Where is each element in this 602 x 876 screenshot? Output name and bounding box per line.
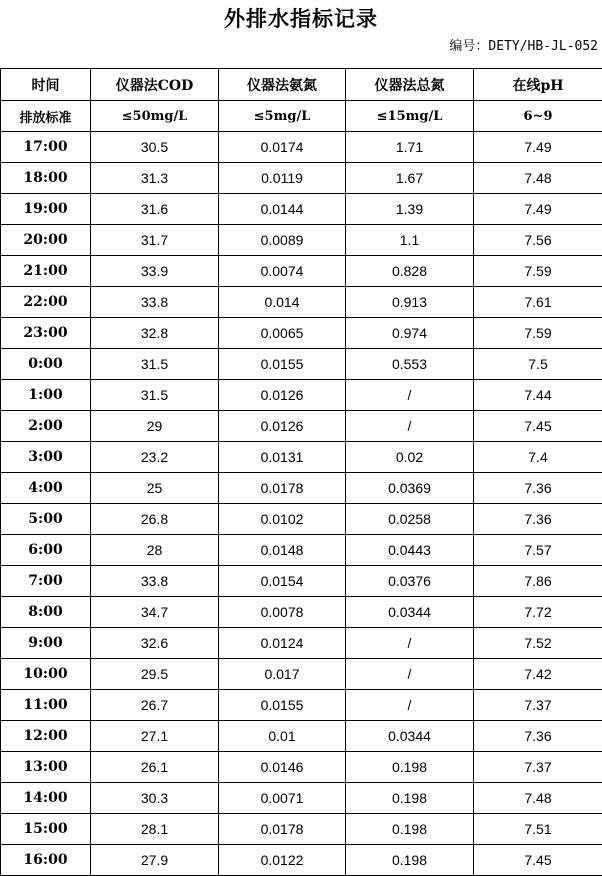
cell-time: 1:00 — [1, 380, 91, 411]
header-ammonia: 仪器法氨氮 — [219, 69, 346, 101]
cell-ammonia: 0.0065 — [219, 318, 346, 349]
cell-time: 15:00 — [1, 814, 91, 845]
cell-ph: 7.48 — [474, 163, 602, 194]
cell-time: 22:00 — [1, 287, 91, 318]
table-row — [1, 814, 602, 845]
cell-cod: 32.6 — [91, 628, 219, 659]
cell-ammonia: 0.0078 — [219, 597, 346, 628]
cell-time: 5:00 — [1, 504, 91, 535]
cell-time: 8:00 — [1, 597, 91, 628]
cell-cod: 33.9 — [91, 256, 219, 287]
table-row — [1, 473, 602, 504]
cell-ph: 7.4 — [474, 442, 602, 473]
cell-total-nitrogen: 0.0344 — [346, 721, 474, 752]
table-row — [1, 194, 602, 225]
header-time: 时间 — [1, 69, 91, 101]
cell-cod: 25 — [91, 473, 219, 504]
cell-time: 2:00 — [1, 411, 91, 442]
table-row — [1, 442, 602, 473]
cell-total-nitrogen: / — [346, 659, 474, 690]
table-row — [1, 597, 602, 628]
table-row — [1, 752, 602, 783]
cell-cod: 23.2 — [91, 442, 219, 473]
cell-ammonia: 0.0146 — [219, 752, 346, 783]
table-row — [1, 225, 602, 256]
header-cod: 仪器法COD — [91, 69, 219, 101]
cell-cod: 27.9 — [91, 845, 219, 876]
cell-total-nitrogen: 0.0376 — [346, 566, 474, 597]
cell-ammonia: 0.0144 — [219, 194, 346, 225]
cell-ammonia: 0.01 — [219, 721, 346, 752]
cell-ammonia: 0.0119 — [219, 163, 346, 194]
cell-cod: 30.3 — [91, 783, 219, 814]
table-row — [1, 659, 602, 690]
cell-ph: 7.49 — [474, 132, 602, 163]
cell-cod: 31.5 — [91, 349, 219, 380]
cell-ph: 7.36 — [474, 721, 602, 752]
table-row — [1, 566, 602, 597]
cell-total-nitrogen: 0.553 — [346, 349, 474, 380]
standard-row — [1, 101, 602, 132]
cell-time: 6:00 — [1, 535, 91, 566]
cell-cod: 33.8 — [91, 287, 219, 318]
cell-time: 10:00 — [1, 659, 91, 690]
cell-ph: 7.5 — [474, 349, 602, 380]
cell-ph: 7.42 — [474, 659, 602, 690]
cell-ph: 7.59 — [474, 256, 602, 287]
cell-total-nitrogen: / — [346, 690, 474, 721]
cell-cod: 31.5 — [91, 380, 219, 411]
cell-ph: 7.56 — [474, 225, 602, 256]
standard-cod: ≤50mg/L — [91, 101, 219, 132]
cell-cod: 30.5 — [91, 132, 219, 163]
cell-cod: 26.7 — [91, 690, 219, 721]
cell-total-nitrogen: 0.913 — [346, 287, 474, 318]
cell-total-nitrogen: 0.0369 — [346, 473, 474, 504]
header-row — [1, 69, 602, 101]
cell-total-nitrogen: 0.198 — [346, 845, 474, 876]
cell-cod: 26.1 — [91, 752, 219, 783]
cell-ammonia: 0.0124 — [219, 628, 346, 659]
cell-ph: 7.37 — [474, 752, 602, 783]
cell-ph: 7.45 — [474, 411, 602, 442]
cell-ammonia: 0.0178 — [219, 814, 346, 845]
cell-cod: 26.8 — [91, 504, 219, 535]
cell-ph: 7.45 — [474, 845, 602, 876]
table-row — [1, 349, 602, 380]
cell-cod: 29.5 — [91, 659, 219, 690]
cell-cod: 28 — [91, 535, 219, 566]
cell-cod: 27.1 — [91, 721, 219, 752]
cell-cod: 31.6 — [91, 194, 219, 225]
cell-cod: 33.8 — [91, 566, 219, 597]
table-row — [1, 163, 602, 194]
cell-ph: 7.86 — [474, 566, 602, 597]
cell-ph: 7.44 — [474, 380, 602, 411]
cell-cod: 31.7 — [91, 225, 219, 256]
cell-total-nitrogen: 0.0344 — [346, 597, 474, 628]
cell-total-nitrogen: / — [346, 380, 474, 411]
cell-total-nitrogen: 0.828 — [346, 256, 474, 287]
cell-ammonia: 0.0089 — [219, 225, 346, 256]
cell-ph: 7.57 — [474, 535, 602, 566]
table-row — [1, 783, 602, 814]
cell-ammonia: 0.0122 — [219, 845, 346, 876]
cell-time: 9:00 — [1, 628, 91, 659]
cell-ph: 7.72 — [474, 597, 602, 628]
standard-ph: 6~9 — [474, 101, 602, 132]
cell-ph: 7.51 — [474, 814, 602, 845]
table-row — [1, 845, 602, 876]
cell-ph: 7.59 — [474, 318, 602, 349]
cell-time: 12:00 — [1, 721, 91, 752]
cell-cod: 34.7 — [91, 597, 219, 628]
cell-time: 0:00 — [1, 349, 91, 380]
table-row — [1, 504, 602, 535]
cell-ammonia: 0.014 — [219, 287, 346, 318]
standard-ammonia: ≤5mg/L — [219, 101, 346, 132]
cell-time: 20:00 — [1, 225, 91, 256]
cell-total-nitrogen: 1.1 — [346, 225, 474, 256]
cell-ammonia: 0.0154 — [219, 566, 346, 597]
cell-time: 19:00 — [1, 194, 91, 225]
table-row — [1, 721, 602, 752]
cell-total-nitrogen: / — [346, 411, 474, 442]
cell-total-nitrogen: 0.198 — [346, 783, 474, 814]
cell-ph: 7.36 — [474, 473, 602, 504]
cell-time: 11:00 — [1, 690, 91, 721]
cell-ph: 7.52 — [474, 628, 602, 659]
cell-total-nitrogen: 1.39 — [346, 194, 474, 225]
table-row — [1, 411, 602, 442]
cell-ammonia: 0.0071 — [219, 783, 346, 814]
cell-total-nitrogen: 1.67 — [346, 163, 474, 194]
cell-cod: 29 — [91, 411, 219, 442]
cell-ph: 7.61 — [474, 287, 602, 318]
table-row — [1, 535, 602, 566]
cell-time: 7:00 — [1, 566, 91, 597]
cell-ammonia: 0.0126 — [219, 380, 346, 411]
cell-time: 3:00 — [1, 442, 91, 473]
cell-ammonia: 0.0155 — [219, 349, 346, 380]
cell-ammonia: 0.0174 — [219, 132, 346, 163]
standard-total-nitrogen: ≤15mg/L — [346, 101, 474, 132]
cell-ammonia: 0.0074 — [219, 256, 346, 287]
cell-cod: 31.3 — [91, 163, 219, 194]
standard-label: 排放标准 — [1, 101, 91, 132]
table-row — [1, 628, 602, 659]
cell-time: 16:00 — [1, 845, 91, 876]
cell-total-nitrogen: 0.198 — [346, 814, 474, 845]
cell-total-nitrogen: 0.02 — [346, 442, 474, 473]
cell-ph: 7.49 — [474, 194, 602, 225]
cell-ammonia: 0.0178 — [219, 473, 346, 504]
cell-total-nitrogen: 0.974 — [346, 318, 474, 349]
cell-time: 23:00 — [1, 318, 91, 349]
cell-ammonia: 0.0131 — [219, 442, 346, 473]
header-total-nitrogen: 仪器法总氮 — [346, 69, 474, 101]
cell-time: 21:00 — [1, 256, 91, 287]
table-row — [1, 690, 602, 721]
cell-ammonia: 0.017 — [219, 659, 346, 690]
cell-time: 13:00 — [1, 752, 91, 783]
cell-total-nitrogen: 0.198 — [346, 752, 474, 783]
cell-ammonia: 0.0126 — [219, 411, 346, 442]
cell-ph: 7.37 — [474, 690, 602, 721]
table-row — [1, 318, 602, 349]
cell-ph: 7.48 — [474, 783, 602, 814]
cell-cod: 28.1 — [91, 814, 219, 845]
cell-time: 4:00 — [1, 473, 91, 504]
cell-time: 18:00 — [1, 163, 91, 194]
wastewater-table — [0, 68, 602, 876]
table-row — [1, 380, 602, 411]
cell-ammonia: 0.0102 — [219, 504, 346, 535]
table-row — [1, 132, 602, 163]
cell-ph: 7.36 — [474, 504, 602, 535]
cell-total-nitrogen: 0.0443 — [346, 535, 474, 566]
header-ph: 在线pH — [474, 69, 602, 101]
table-row — [1, 256, 602, 287]
cell-cod: 32.8 — [91, 318, 219, 349]
document-code: 编号：DETY/HB-JL-052 — [449, 39, 598, 54]
document-title: 外排水指标记录 — [224, 6, 378, 31]
cell-time: 14:00 — [1, 783, 91, 814]
cell-total-nitrogen: 1.71 — [346, 132, 474, 163]
table-row — [1, 287, 602, 318]
cell-total-nitrogen: / — [346, 628, 474, 659]
cell-ammonia: 0.0148 — [219, 535, 346, 566]
cell-time: 17:00 — [1, 132, 91, 163]
cell-total-nitrogen: 0.0258 — [346, 504, 474, 535]
table-body — [1, 69, 602, 876]
cell-ammonia: 0.0155 — [219, 690, 346, 721]
